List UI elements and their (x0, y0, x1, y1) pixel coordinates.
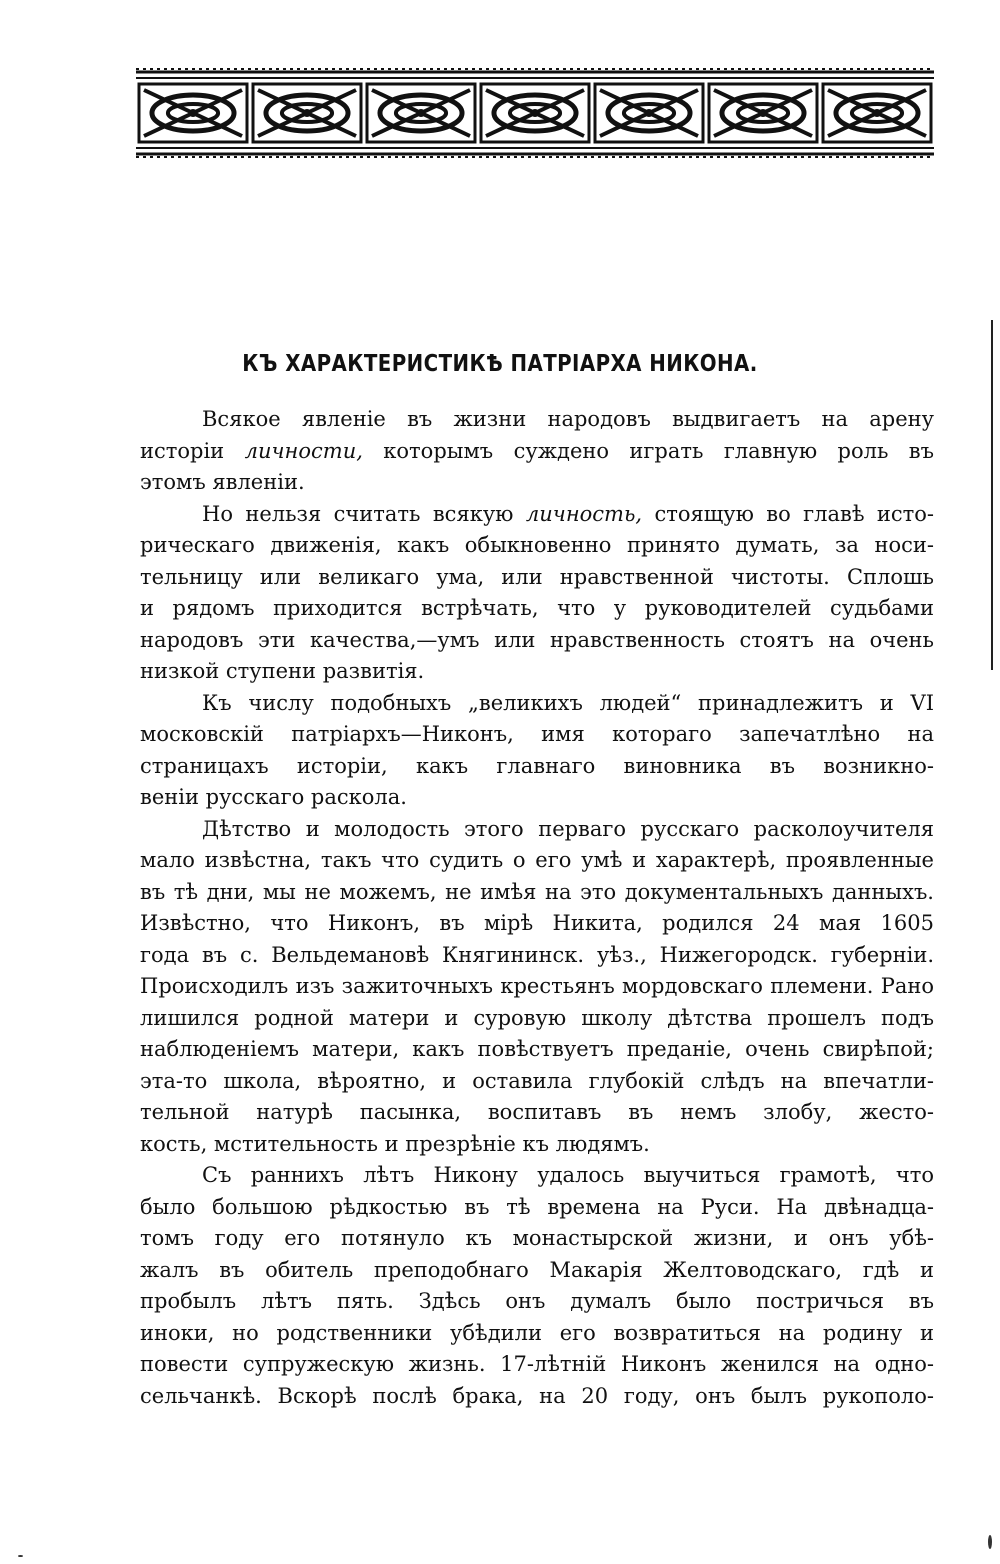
emphasis: личности, (244, 438, 363, 463)
text-line: низкой ступени развитія. (140, 659, 425, 683)
text-line: Всякое явленіе въ жизни народовъ выдвигаетъ на арену (202, 407, 934, 431)
text-line: было большою рѣдкостью въ тѣ времена на Руси. На двѣнадца- (140, 1194, 934, 1219)
text-line: года въ с. Вельдемановѣ Княгининск. уѣз., Нижегородск. губерніи. (140, 942, 934, 967)
article-body (140, 404, 934, 1412)
margin-speck (18, 1555, 23, 1557)
margin-speck (988, 1535, 992, 1549)
text-line: наблюденіемъ матери, какъ повѣствуетъ преданіе, очень свирѣпой; (140, 1037, 934, 1061)
text-line: тельницу или великаго ума, или нравственной чистоты. Сплошь (140, 564, 934, 589)
emphasis: личность, (525, 501, 643, 526)
text-line: исторіи личности, которымъ суждено играть главную роль въ (140, 438, 934, 463)
text-line: лишился родной матери и суровую школу дѣтства прошелъ подъ (140, 1005, 934, 1030)
text-line: и рядомъ приходится встрѣчать, что у руководителей судьбами (140, 596, 934, 620)
text-line: Къ числу подобныхъ „великихъ людей“ принадлежитъ и VI (202, 690, 934, 715)
text-line: Но нельзя считать всякую личность, стоящую во главѣ исто- (202, 501, 935, 526)
text-line: томъ году его потянуло къ монастырской жизни, и онъ убѣ- (140, 1226, 934, 1250)
text-line: повести супружескую жизнь. 17-лѣтній Никонъ женился на одно- (140, 1352, 934, 1376)
text-line: московскій патріархъ—Никонъ, имя котораго запечатлѣно на (140, 722, 934, 746)
text-line: жалъ въ обитель преподобнаго Макарія Желтоводскаго, гдѣ и (140, 1257, 934, 1282)
text-line: тельной натурѣ пасынка, воспитавъ въ немъ злобу, жесто- (140, 1100, 934, 1124)
text-line: эта-то школа, вѣроятно, и оставила глубокій слѣдъ на впечатли- (140, 1068, 934, 1093)
text-line: рическаго движенія, какъ обыкновенно принято думать, за носи- (140, 533, 934, 557)
text-line: въ тѣ дни, мы не можемъ, не имѣя на это документальныхъ данныхъ. (140, 879, 934, 904)
text-line: Съ раннихъ лѣтъ Никону удалось выучиться грамотѣ, что (202, 1163, 934, 1187)
text-line: Происходилъ изъ зажиточныхъ крестьянъ мордовскаго племени. Рано (140, 974, 934, 998)
text-line: Дѣтство и молодость этого перваго русскаго расколоучителя (202, 816, 934, 841)
text-line: этомъ явленіи. (140, 470, 305, 494)
text-line: мало извѣстна, такъ что судить о его умѣ и характерѣ, проявленные (140, 848, 934, 872)
text-line: сельчанкѣ. Вскорѣ послѣ брака, на 20 году, онъ былъ рукополо- (140, 1383, 934, 1408)
header-ornament (136, 62, 934, 162)
text-line: веніи русскаго раскола. (140, 785, 407, 809)
text-line: Извѣстно, что Никонъ, въ мірѣ Никита, родился 24 мая 1605 (140, 911, 934, 935)
margin-line (991, 320, 993, 670)
text-line: пробылъ лѣтъ пять. Здѣсь онъ думалъ было постричься въ (140, 1289, 934, 1313)
text-line: народовъ эти качества,—умъ или нравственность стоятъ на очень (140, 627, 934, 652)
text-line: иноки, но родственники убѣдили его возвратиться на родину и (140, 1320, 934, 1345)
text-line: страницахъ исторіи, какъ главнаго виновника въ возникно- (140, 753, 934, 778)
text-line: кость, мстительность и презрѣніе къ людямъ. (140, 1131, 650, 1156)
article-title: КЪ ХАРАКТЕРИСТИКѢ ПАТРІАРХА НИКОНА. (242, 351, 758, 377)
